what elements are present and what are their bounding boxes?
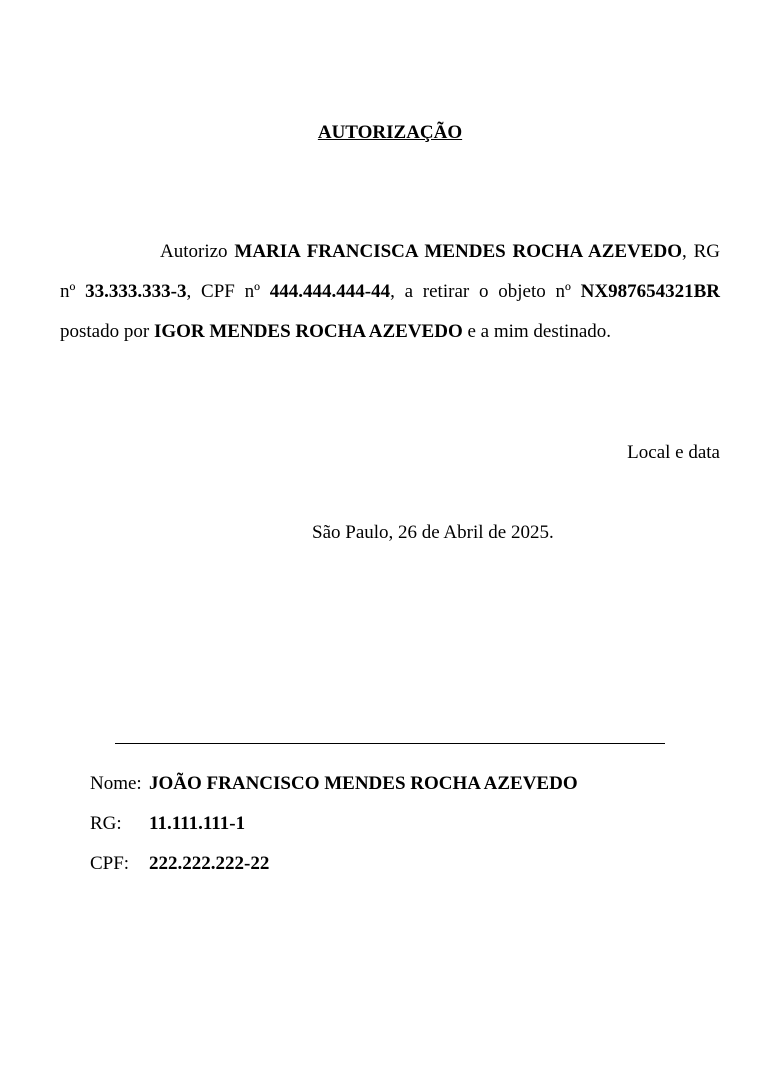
cpf-label: CPF: (90, 853, 130, 874)
city-date: São Paulo, 26 de Abril de 2025. (312, 522, 554, 543)
sender-name: IGOR MENDES ROCHA AZEVEDO (153, 321, 463, 342)
local-and-date-label: Local e data (627, 442, 720, 463)
paragraph-text: e a mim destinado. (462, 321, 612, 342)
paragraph-text: postado por (60, 321, 154, 342)
rg-label: RG: (90, 813, 122, 834)
name-label: Nome: (90, 773, 142, 794)
signatory-cpf-row (90, 852, 269, 876)
authorized-person-cpf: 444.444.444-44 (269, 281, 391, 302)
authorized-person-name: MARIA FRANCISCA MENDES ROCHA AZEVEDO (234, 241, 682, 262)
signatory-rg: 11.111.111-1 (149, 813, 246, 834)
paragraph-text: Autorizo (160, 241, 235, 262)
paragraph-text: , a retirar o objeto nº (390, 281, 581, 302)
paragraph-text: , CPF nº (186, 281, 270, 302)
authorization-paragraph (60, 232, 720, 352)
signatory-rg-row (90, 812, 245, 836)
paragraph-text: , RG nº (60, 241, 720, 302)
signatory-cpf: 222.222.222-22 (149, 853, 270, 874)
authorized-person-rg: 33.333.333-3 (85, 281, 187, 302)
object-code: NX987654321BR (580, 281, 720, 302)
signatory-name-row (90, 772, 578, 796)
signature-line (115, 743, 665, 744)
signatory-name: JOÃO FRANCISCO MENDES ROCHA AZEVEDO (149, 773, 578, 794)
document-title: AUTORIZAÇÃO (317, 122, 463, 143)
